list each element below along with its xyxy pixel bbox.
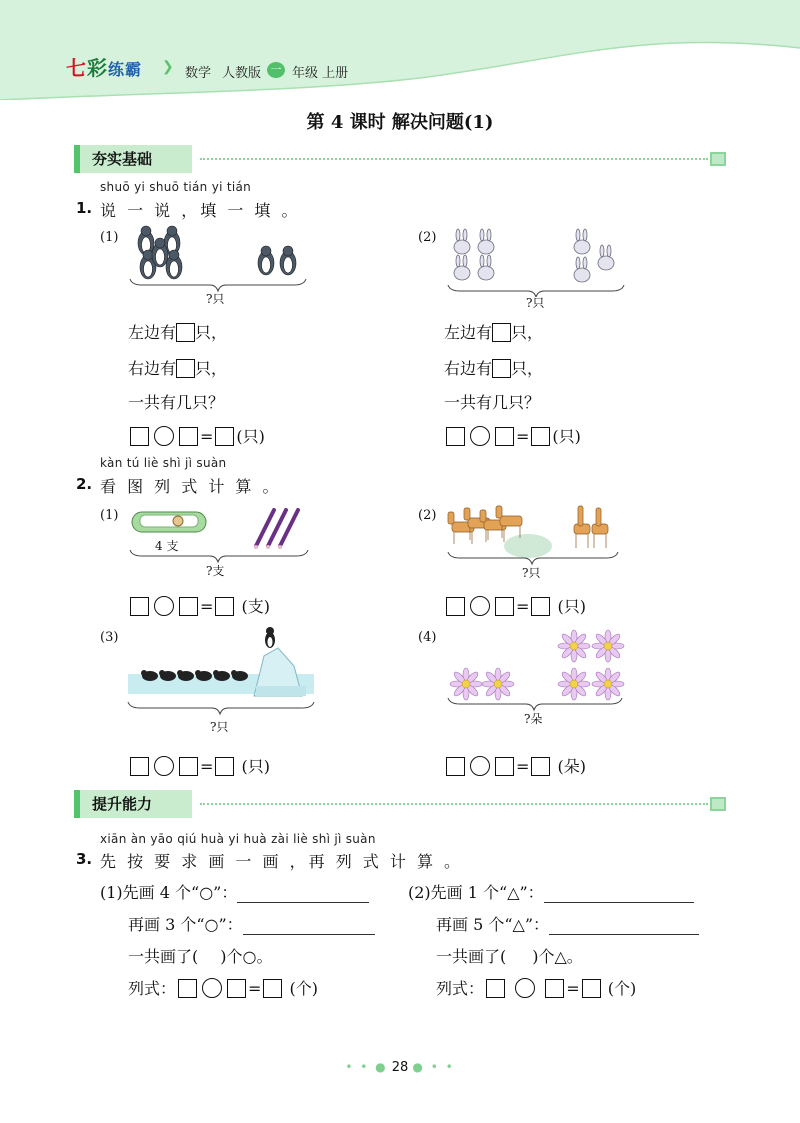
operator-circle[interactable] [515,978,535,998]
flower-icon [592,668,624,700]
q2-part4-label: (4) [418,630,437,645]
answer-box[interactable] [176,323,195,342]
q1-pinyin: shuō yi shuō tián yi tián [100,180,252,194]
answer-box[interactable] [446,427,465,446]
q3-part2-equation: 列式： = (个) [436,979,637,998]
answer-box[interactable] [215,427,234,446]
unit-label: (只) [241,757,270,776]
q3-part1-equation: 列式： = (个) [128,979,319,998]
q1-part2-right-line: 右边有 只， [444,359,544,378]
q1-text: 说 一 说 ，填 一 填 。 [100,201,301,220]
lesson-title: 第 4 课时 解决问题(1) [306,112,494,133]
chevron-right-icon: ❯ [162,59,174,75]
q1-part2-total-question: 一共有几只？ [444,393,541,412]
answer-box[interactable] [179,757,198,776]
giraffe-icon [496,506,522,538]
q1-part2-qmark: ?只 [526,296,545,310]
answer-box[interactable] [582,979,601,998]
q1-part1-equation: = (只) [128,424,265,447]
penguin-icon [166,250,182,279]
giraffes-illustration [446,500,622,568]
unit-label: (只) [236,427,265,446]
unit-label: (只) [557,597,586,616]
section-divider [200,803,708,805]
q3-text: 先 按 要 求 画 一 画 ，再 列 式 计 算 。 [100,852,464,871]
q2-part1-equation: = (支) [128,594,270,617]
giraffe-icon [574,506,590,548]
flower-icon [558,668,590,700]
answer-box[interactable] [179,427,198,446]
rabbit-icon [478,255,494,280]
drawing-line[interactable] [243,920,375,935]
section-title-advance: 提升能力 [80,790,192,818]
operator-circle[interactable] [154,756,174,776]
pencils-illustration [128,502,310,566]
flower-icon [592,630,624,662]
unit-label: (个) [607,979,637,998]
answer-box[interactable] [130,597,149,616]
flowers-illustration [446,626,626,714]
q1-part1-left-line: 左边有 只， [128,323,228,342]
answer-box[interactable] [495,427,514,446]
operator-circle[interactable] [470,756,490,776]
section-end-mark [710,797,726,811]
flower-icon [558,630,590,662]
operator-circle[interactable] [202,978,222,998]
drawing-line[interactable] [237,888,369,903]
penguin-icon [265,627,275,648]
operator-circle[interactable] [470,426,490,446]
answer-box[interactable] [130,757,149,776]
flower-icon [482,668,514,700]
q1-part1-right-line: 右边有 只， [128,359,228,378]
header-subject: 数学 [185,66,212,81]
q3-part1-line1: (1)先画 4 个“○”： [100,880,369,903]
header-edition: 人教版 [222,66,262,81]
giraffe-icon [592,508,608,548]
answer-box[interactable] [215,757,234,776]
answer-box[interactable] [531,757,550,776]
q1-part1-total-question: 一共有几只？ [128,393,225,412]
q2-text: 看 图 列 式 计 算 。 [100,477,282,496]
operator-circle[interactable] [154,596,174,616]
page-number: • • ● 28 ● • • [345,1060,455,1075]
q2-part3-label: (3) [100,630,119,645]
penguin-icon [280,246,296,275]
answer-box[interactable] [486,979,505,998]
q3-pinyin: xiān àn yāo qiú huà yi huà zài liè shì jì suàn [100,832,376,846]
answer-box[interactable] [531,597,550,616]
q3-part1-line3: 一共画了( )个○。 [128,947,273,966]
drawing-line[interactable] [544,888,694,903]
unit-label: (个) [289,979,319,998]
q1-part2-equation: = (只) [444,424,581,447]
header-grade: 年级 上册 [292,66,349,81]
answer-box[interactable] [545,979,564,998]
operator-circle[interactable] [154,426,174,446]
answer-box[interactable] [446,757,465,776]
answer-box[interactable] [227,979,246,998]
q3-part2-line2: 再画 5 个“△”： [436,912,699,935]
q1-part1-qmark: ?只 [206,292,225,306]
q2-part4-equation: = (朵) [444,754,586,777]
answer-box[interactable] [492,323,511,342]
answer-box[interactable] [176,359,195,378]
section-divider [200,158,708,160]
rabbit-icon [574,229,590,254]
section-title-basics: 夯实基础 [80,145,192,173]
pencil-case-icon [132,512,206,532]
rabbit-icon [574,257,590,282]
q1-number: 1. [76,199,93,217]
answer-box[interactable] [130,427,149,446]
brand-logo: 七彩练霸 [66,56,143,80]
flower-icon [450,668,482,700]
q1-part2-left-line: 左边有 只， [444,323,544,342]
answer-box[interactable] [446,597,465,616]
q2-part4-qmark: ?朵 [524,712,543,726]
q1-part1-label: (1) [100,230,119,245]
section-end-mark [710,152,726,166]
q2-part2-label: (2) [418,508,437,523]
q2-part3-qmark: ?只 [210,720,229,734]
unit-label: (支) [241,597,270,616]
unit-label: (朵) [557,757,586,776]
rabbit-icon [454,229,470,254]
rabbit-icon [478,229,494,254]
header-band [0,0,800,100]
q2-part2-equation: = (只) [444,594,586,617]
q3-part2-line3: 一共画了( )个△。 [436,947,583,966]
operator-circle[interactable] [470,596,490,616]
q3-number: 3. [76,850,93,868]
drawing-line[interactable] [549,920,699,935]
q2-part1-qmark: ?支 [206,564,225,578]
pencil-case-count: 4 支 [155,539,179,553]
q2-part2-qmark: ?只 [522,566,541,580]
answer-box[interactable] [179,597,198,616]
q2-part1-label: (1) [100,508,119,523]
unit-label: (只) [552,427,581,446]
answer-box[interactable] [215,597,234,616]
answer-box[interactable] [495,597,514,616]
answer-box[interactable] [495,757,514,776]
penguin-icon [258,246,274,275]
rabbit-icon [454,255,470,280]
answer-box[interactable] [263,979,282,998]
grade-badge: 一 [267,62,285,78]
q1-part2-label: (2) [418,230,437,245]
penguins-on-ice-illustration [126,626,316,726]
penguins-illustration [128,225,308,295]
answer-box[interactable] [492,359,511,378]
q3-part1-line2: 再画 3 个“○”： [128,912,375,935]
answer-box[interactable] [531,427,550,446]
q2-part3-equation: = (只) [128,754,270,777]
q2-number: 2. [76,475,93,493]
q2-pinyin: kàn tú liè shì jì suàn [100,456,227,470]
answer-box[interactable] [178,979,197,998]
rabbit-icon [598,245,614,270]
q3-part2-line1: (2)先画 1 个“△”： [408,880,694,903]
rabbits-illustration [446,225,626,297]
